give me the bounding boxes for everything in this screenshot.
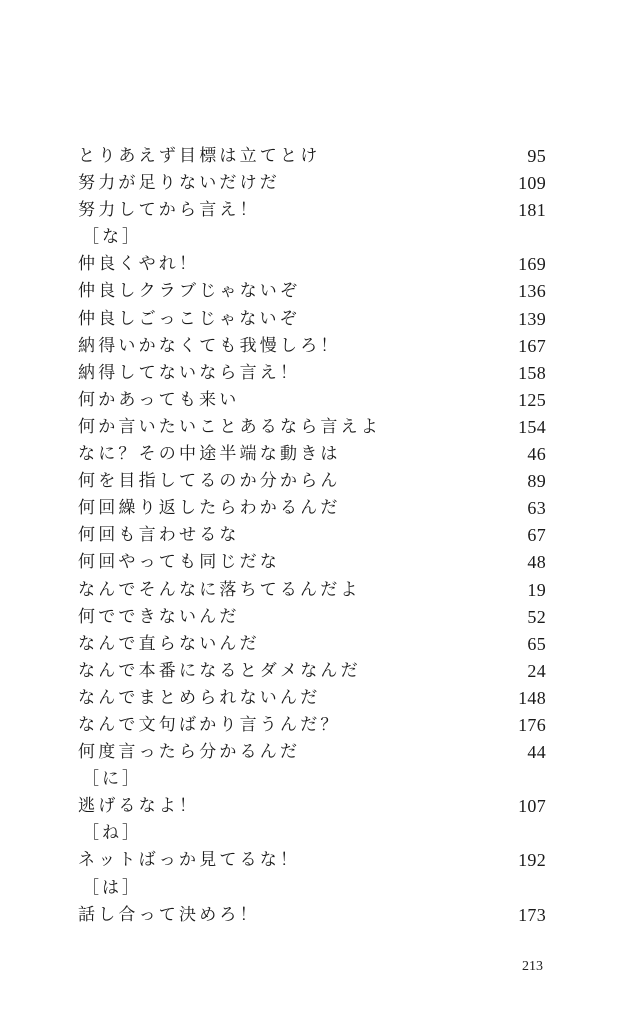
index-entry	[78, 414, 546, 441]
index-entry	[78, 441, 546, 468]
entry-page-number: 67	[527, 525, 546, 546]
entry-page-number: 167	[518, 335, 546, 356]
page-number: 213	[522, 959, 543, 974]
index-entry	[78, 251, 546, 278]
index-section-heading	[78, 766, 546, 793]
index-entry	[78, 306, 546, 333]
entry-page-number: 158	[518, 362, 546, 383]
entry-phrase: なに？その中途半端な動きは	[78, 444, 341, 465]
entry-page-number: 139	[518, 308, 546, 329]
entry-page-number: 63	[527, 498, 546, 519]
entry-phrase: 何回も言わせるな	[78, 525, 240, 546]
index-section-heading	[78, 820, 546, 847]
index-entry	[78, 360, 546, 387]
index-entry	[78, 739, 546, 766]
entry-phrase: 何を目指してるのか分からん	[78, 471, 341, 492]
index-entry	[78, 712, 546, 739]
entry-page-number: 109	[518, 173, 546, 194]
entry-phrase: 努力が足りないだけだ	[78, 173, 280, 194]
entry-page-number: 107	[518, 796, 546, 817]
entry-page-number: 176	[518, 714, 546, 735]
index-entry	[78, 495, 546, 522]
entry-page-number: 154	[518, 416, 546, 437]
index-entry	[78, 333, 546, 360]
entry-phrase: なんでそんなに落ちてるんだよ	[78, 579, 361, 600]
entry-phrase: 何度言ったら分かるんだ	[78, 742, 301, 763]
index-entry	[78, 685, 546, 712]
entry-page-number: 136	[518, 281, 546, 302]
index-entry	[78, 902, 546, 929]
index-list	[78, 143, 546, 929]
index-entry	[78, 658, 546, 685]
index-entry	[78, 522, 546, 549]
entry-page-number: 24	[527, 660, 546, 681]
index-entry	[78, 197, 546, 224]
section-label: ［は］	[82, 877, 142, 898]
index-entry	[78, 278, 546, 305]
entry-phrase: 何回やっても同じだな	[78, 552, 280, 573]
entry-phrase: 逃げるなよ！	[78, 796, 200, 817]
index-entry	[78, 387, 546, 414]
entry-phrase: 話し合って決めろ！	[78, 904, 260, 925]
entry-page-number: 173	[518, 904, 546, 925]
entry-phrase: なんで本番になるとダメなんだ	[78, 660, 361, 681]
index-section-heading	[78, 224, 546, 251]
entry-page-number: 192	[518, 850, 546, 871]
index-entry	[78, 143, 546, 170]
entry-phrase: 努力してから言え！	[78, 200, 260, 221]
entry-phrase: なんで文句ばかり言うんだ？	[78, 714, 341, 735]
index-entry	[78, 468, 546, 495]
index-entry	[78, 170, 546, 197]
index-entry	[78, 793, 546, 820]
entry-page-number: 19	[527, 579, 546, 600]
entry-phrase: なんで直らないんだ	[78, 633, 260, 654]
entry-page-number: 89	[527, 471, 546, 492]
entry-phrase: 何かあっても来い	[78, 389, 240, 410]
entry-phrase: とりあえず目標は立てとけ	[78, 146, 321, 166]
entry-page-number: 48	[527, 552, 546, 573]
section-label: ［な］	[82, 227, 142, 248]
entry-page-number: 95	[527, 146, 546, 166]
entry-phrase: 仲良くやれ！	[78, 254, 200, 275]
entry-page-number: 169	[518, 254, 546, 275]
entry-phrase: 何でできないんだ	[78, 606, 240, 627]
entry-page-number: 65	[527, 633, 546, 654]
entry-page-number: 125	[518, 389, 546, 410]
index-section-heading	[78, 875, 546, 902]
index-entry	[78, 847, 546, 874]
entry-phrase: 仲良しごっこじゃないぞ	[78, 308, 300, 329]
entry-phrase: 納得してないなら言え！	[78, 362, 301, 383]
entry-page-number: 52	[527, 606, 546, 627]
entry-phrase: 何か言いたいことあるなら言えよ	[78, 416, 381, 437]
section-label: ［に］	[82, 769, 142, 790]
entry-phrase: 何回繰り返したらわかるんだ	[78, 498, 341, 519]
index-entry	[78, 631, 546, 658]
entry-phrase: なんでまとめられないんだ	[78, 687, 321, 708]
entry-page-number: 44	[527, 742, 546, 763]
entry-phrase: ネットばっか見てるな！	[78, 850, 301, 871]
entry-page-number: 181	[518, 200, 546, 221]
index-entry	[78, 549, 546, 576]
entry-page-number: 46	[527, 444, 546, 465]
section-label: ［ね］	[82, 823, 142, 844]
index-entry	[78, 577, 546, 604]
index-entry	[78, 604, 546, 631]
entry-phrase: 納得いかなくても我慢しろ！	[78, 335, 341, 356]
entry-page-number: 148	[518, 687, 546, 708]
entry-phrase: 仲良しクラブじゃないぞ	[78, 281, 301, 302]
